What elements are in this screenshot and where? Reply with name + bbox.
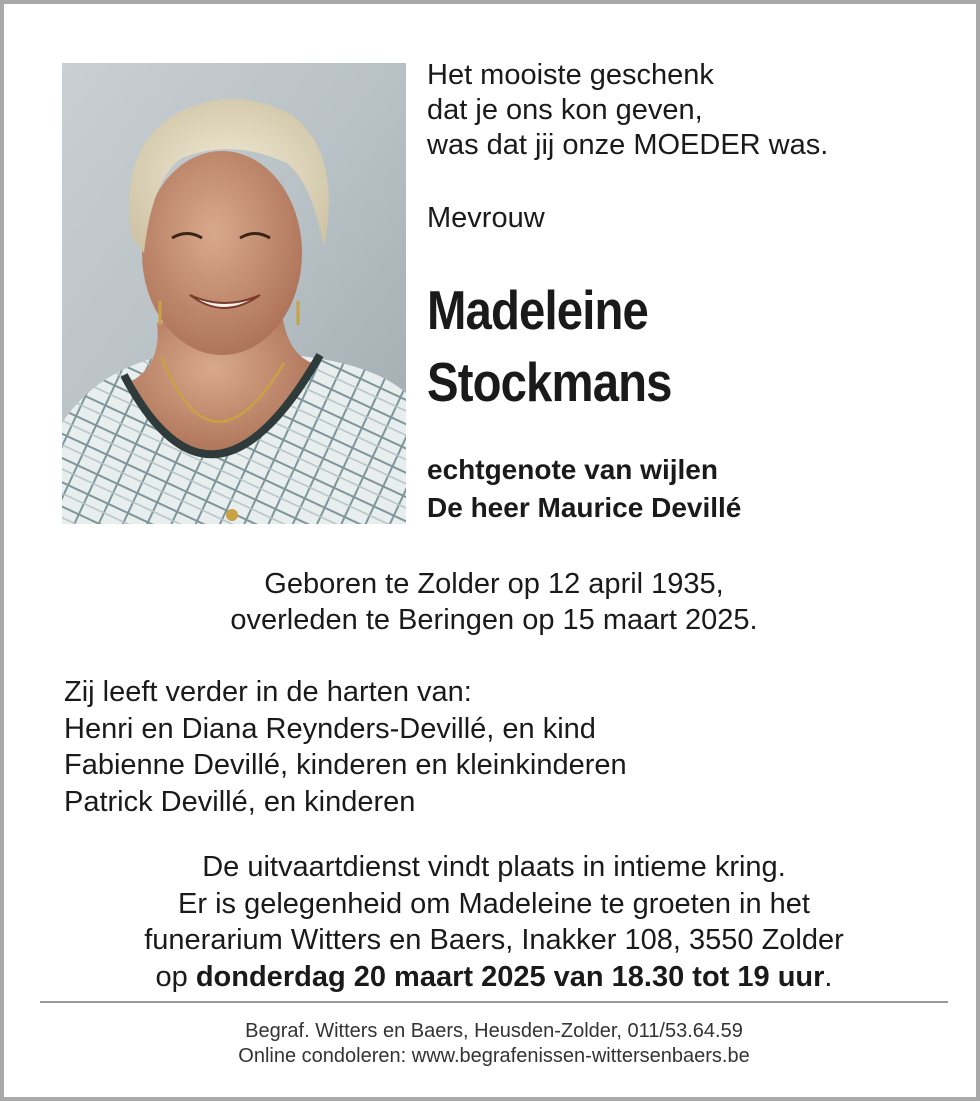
spouse-line: echtgenote van wijlen [427, 454, 718, 485]
poem-line: Het mooiste geschenk [427, 59, 714, 91]
spouse-line: De heer Maurice Devillé [427, 492, 742, 523]
death-line: overleden te Beringen op 15 maart 2025. [230, 604, 758, 636]
family-member: Patrick Devillé, en kinderen [64, 785, 416, 818]
birth-line: Geboren te Zolder op 12 april 1935, [264, 568, 724, 600]
portrait-photo [62, 63, 406, 524]
family-member: Henri en Diana Reynders-Devillé, en kind [64, 712, 596, 745]
family-intro: Zij leeft verder in de harten van: [64, 676, 472, 708]
service-line: De uitvaartdienst vindt plaats in intieme kring. [202, 851, 786, 883]
service-date-prefix: op [155, 960, 196, 993]
poem [427, 58, 828, 163]
divider [40, 1001, 948, 1003]
spouse-info [427, 451, 741, 527]
service-line: Er is gelegenheid om Madeleine te groeten in het [178, 887, 810, 920]
service-line: funerarium Witters en Baers, Inakker 108, 3550 Zolder [144, 924, 844, 956]
last-name: Stockmans [427, 351, 672, 413]
birth-death-dates [4, 566, 980, 638]
service-date: donderdag 20 maart 2025 van 18.30 tot 19 uur [195, 960, 825, 993]
service-date-line [4, 959, 980, 996]
service-info [4, 849, 980, 995]
poem-line: dat je ons kon geven, [427, 94, 703, 126]
service-date-suffix: . [824, 960, 833, 993]
family-member: Fabienne Devillé, kinderen en kleinkinderen [64, 749, 627, 781]
salutation: Mevrouw [427, 202, 545, 234]
condolence-link[interactable]: Online condoleren: www.begrafenissen-wittersenbaers.be [238, 1045, 750, 1067]
deceased-name [427, 274, 672, 418]
poem-line: was dat jij onze MOEDER was. [427, 129, 829, 161]
footer [4, 1019, 980, 1069]
undertaker-line: Begraf. Witters en Baers, Heusden-Zolder, 011/53.64.59 [245, 1020, 743, 1042]
family-list [64, 674, 627, 820]
first-name: Madeleine [427, 279, 648, 341]
